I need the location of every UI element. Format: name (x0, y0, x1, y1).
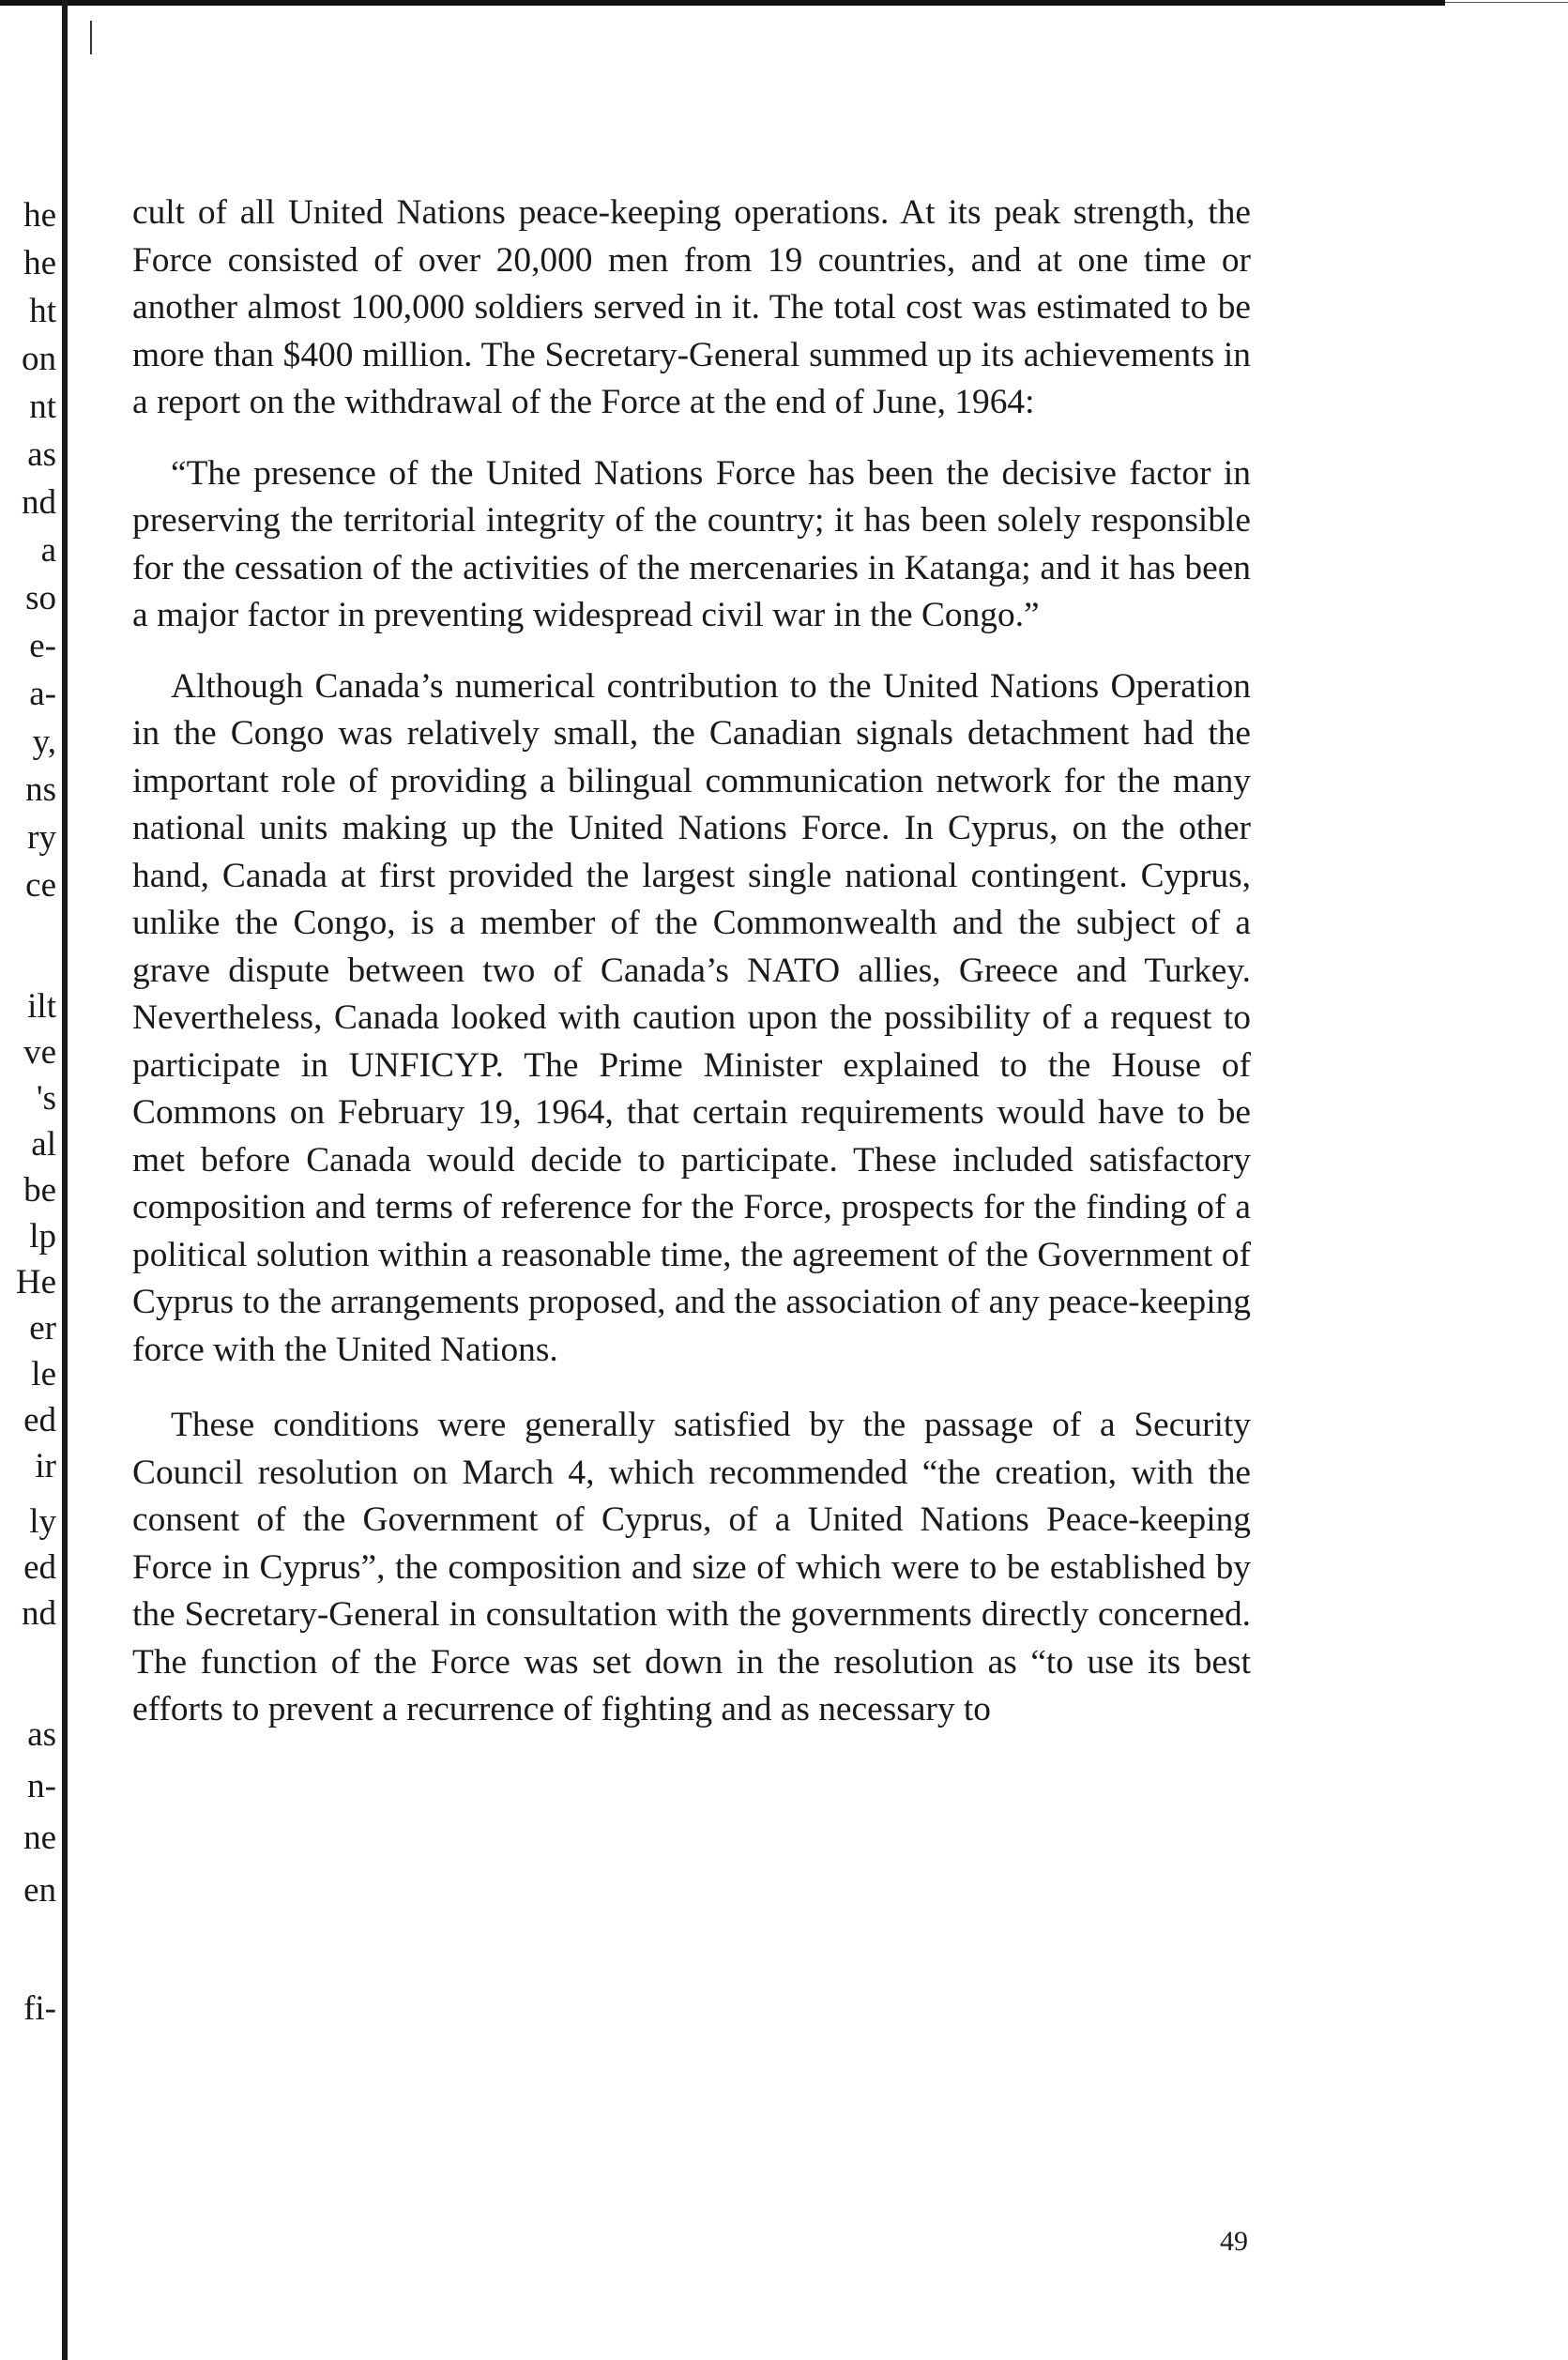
facing-page-fragment: lp (29, 1217, 56, 1256)
facing-page-fragment: He (15, 1263, 56, 1302)
facing-page-fragment: on (22, 340, 56, 378)
facing-page-fragments (0, 0, 56, 2360)
page-binding-edge (62, 0, 68, 2360)
facing-page-fragment: n- (27, 1767, 56, 1805)
top-edge-rule (0, 0, 1445, 6)
facing-page-fragment: y, (32, 723, 56, 761)
facing-page-fragment: ns (25, 770, 56, 809)
binding-mark (90, 21, 92, 54)
facing-page-fragment: he (23, 244, 56, 282)
facing-page-fragment: ht (29, 292, 56, 330)
facing-page-fragment: as (27, 435, 56, 474)
facing-page-fragment: 's (36, 1079, 56, 1118)
facing-page-fragment: fi- (23, 1989, 56, 2028)
page-number: 49 (1220, 2226, 1248, 2257)
facing-page-fragment: e- (29, 627, 56, 665)
facing-page-fragment: er (29, 1309, 56, 1347)
facing-page-fragment: ry (27, 818, 56, 857)
facing-page-fragment: a- (29, 675, 56, 713)
body-paragraph: Although Canada’s numerical contribution to the United Nations Operation in the Congo was relatively small, the Canadian signals detachment had the important role of providing a bilingual communication network for the many national units making up the United Nations Force. In Cyprus, on the other hand, Canada at first provided the largest single national contingent. Cyprus, unlike the Congo, is a member of the Commonwealth and the subject of a grave dispute between two of Canada’s NATO allies, Greece and Turkey. Nevertheless, Canada looked with caution upon the possibility of a request to participate in UNFICYP. The Prime Minister explained to the House of Commons on February 19, 1964, that certain requirements would have to be met before Canada would decide to participate. These included satisfactory composition and terms of reference for the Force, prospects for the finding of a political solution within a reasonable time, the agreement of the Government of Cyprus to the arrangements proposed, and the association of any peace-keeping force with the United Nations. (132, 666, 1251, 1369)
facing-page-fragment: he (23, 196, 56, 235)
page-body (132, 190, 1251, 1734)
facing-page-fragment: so (25, 579, 56, 617)
facing-page-fragment: le (31, 1355, 56, 1393)
facing-page-fragment: ne (23, 1819, 56, 1857)
body-paragraph: cult of all United Nations peace-keeping operations. At its peak strength, the Force consisted of over 20,000 men from 19 countries, and at one time or another almost 100,000 soldiers served in it. The total cost was estimated to be more than $400 million. The Secretary-General summed up its achievements in a report on the withdrawal of the Force at the end of June, 1964: (132, 193, 1251, 421)
body-paragraph: These conditions were generally satisfied by the passage of a Security Council resolution on March 4, which recommended “the creation, with the consent of the Government of Cyprus, of a United Nations Peace-keeping Force in Cyprus”, the composition and size of which were to be established by the Secretary-General in consultation with the governments directly concerned. The function of the Force was set down in the resolution as “to use its best efforts to prevent a recurrence of fighting and as necessary to (132, 1406, 1251, 1728)
facing-page-fragment: ve (23, 1033, 56, 1072)
facing-page-fragment: ce (25, 866, 56, 905)
facing-page-fragment: nt (29, 388, 56, 426)
facing-page-fragment: ed (23, 1548, 56, 1587)
block-quote: “The presence of the United Nations Force has been the decisive factor in preserving the territorial integrity of the country; it has been solely responsible for the cessation of the activities of the mercenaries in Katanga; and it has been a major factor in preventing widespread civil war in the Congo.” (132, 453, 1251, 634)
facing-page-fragment: al (31, 1125, 56, 1164)
facing-page-fragment: ilt (27, 987, 56, 1026)
facing-page-fragment: nd (22, 483, 56, 522)
facing-page-fragment: ed (23, 1401, 56, 1439)
top-edge-rule-thin (1445, 2, 1568, 3)
facing-page-fragment: a (40, 531, 56, 570)
facing-page-fragment: as (27, 1715, 56, 1754)
facing-page-fragment: en (23, 1871, 56, 1910)
facing-page-fragment: be (23, 1171, 56, 1210)
facing-page-fragment: ir (35, 1447, 56, 1485)
facing-page-fragment: nd (22, 1594, 56, 1633)
facing-page-fragment: ly (29, 1502, 56, 1541)
